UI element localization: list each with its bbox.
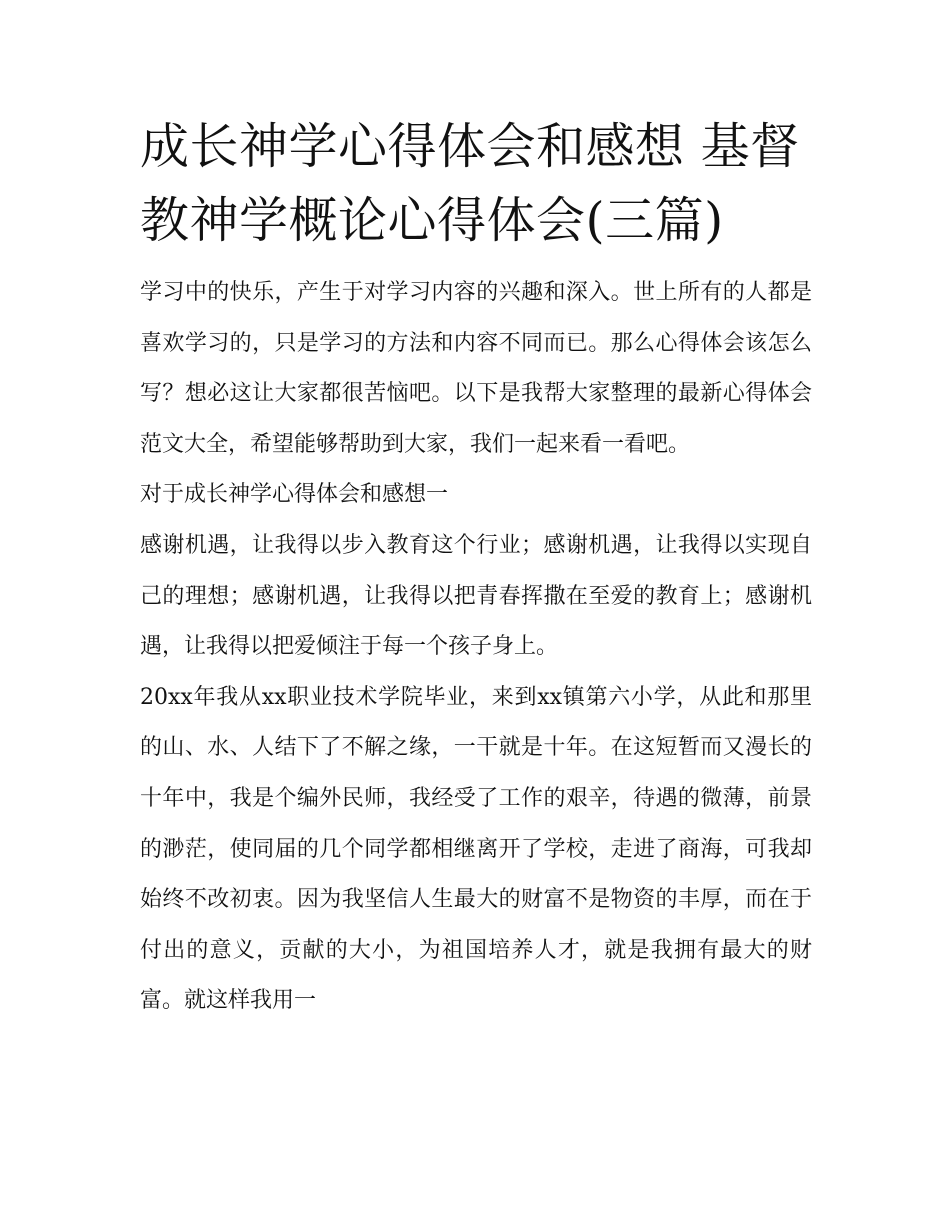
intro-paragraph: 学习中的快乐，产生于对学习内容的兴趣和深入。世上所有的人都是喜欢学习的，只是学习的方法和内容不同而已。那么心得体会该怎么写？想必这让大家都很苦恼吧。以下是我帮大家整理的最新心得体会范文大全，希望能够帮助到大家，我们一起来看一看吧。 bbox=[140, 280, 812, 457]
title-line-2: 教神学概论心得体会(三篇) bbox=[140, 192, 724, 249]
document-body bbox=[140, 268, 812, 1027]
document-title bbox=[140, 110, 812, 258]
document-content bbox=[140, 110, 812, 1027]
title-line-1: 成长神学心得体会和感想 基督 bbox=[140, 118, 800, 175]
body-paragraph-2: 20xx年我从xx职业技术学院毕业，来到xx镇第六小学，从此和那里的山、水、人结下了不解之缘，一干就是十年。在这短暂而又漫长的十年中，我是个编外民师，我经受了工作的艰辛，待遇的微薄，前景的渺茫，使同届的几个同学都相继离开了学校，走进了商海，可我却始终不改初衷。因为我坚信人生最大的财富不是物资的丰厚，而在于付出的意义，贡献的大小，为祖国培养人才，就是我拥有最大的财富。就这样我用一 bbox=[140, 684, 812, 1014]
body-paragraph-1: 感谢机遇，让我得以步入教育这个行业；感谢机遇，让我得以实现自己的理想；感谢机遇，让我得以把青春挥撒在至爱的教育上；感谢机遇，让我得以把爱倾注于每一个孩子身上。 bbox=[140, 532, 812, 660]
section-heading: 对于成长神学心得体会和感想一 bbox=[140, 482, 449, 508]
